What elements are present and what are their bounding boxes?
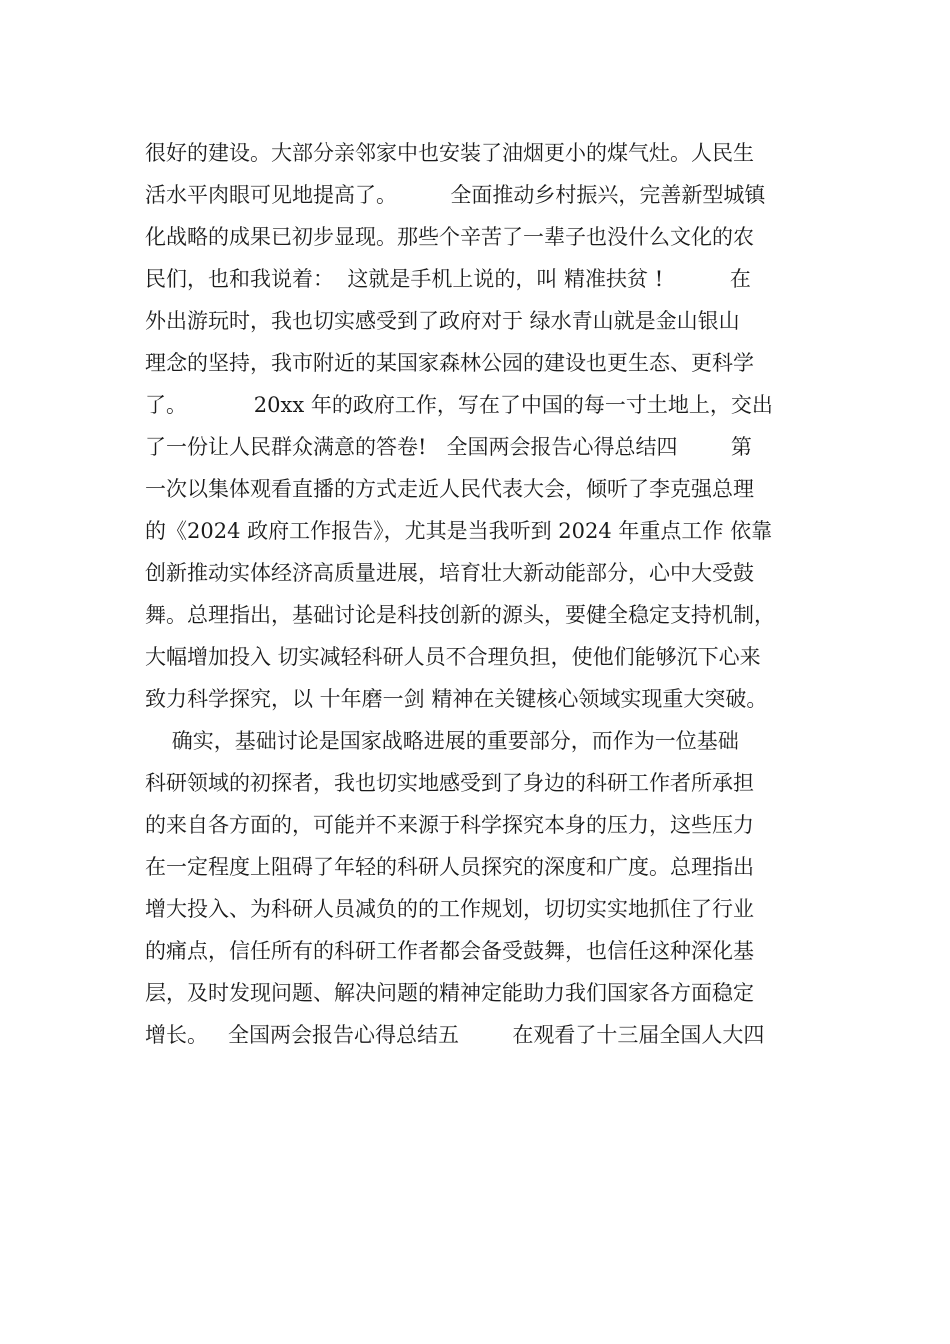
text-line: 了。 20xx 年的政府工作，写在了中国的每一寸土地上，交出 — [145, 393, 773, 417]
text-line: 增长。 全国两会报告心得总结五 在观看了十三届全国人大四 — [145, 1023, 765, 1047]
text-line: 舞。总理指出，基础讨论是科技创新的源头，要健全稳定支持机制， — [145, 603, 775, 627]
text-line: 的痛点，信任所有的科研工作者都会备受鼓舞，也信任这种深化基 — [145, 939, 754, 963]
text-line: 增大投入、为科研人员减负的的工作规划，切切实实地抓住了行业 — [145, 897, 754, 921]
text-line: 一次以集体观看直播的方式走近人民代表大会，倾听了李克强总理 — [145, 477, 754, 501]
text-line: 科研领域的初探者，我也切实地感受到了身边的科研工作者所承担 — [145, 771, 754, 795]
text-line: 民们，也和我说着： 这就是手机上说的，叫 精准扶贫 ! 在 — [145, 267, 751, 291]
text-line: 确实，基础讨论是国家战略进展的重要部分，而作为一位基础 — [145, 729, 739, 753]
text-line: 理念的坚持，我市附近的某国家森林公园的建设也更生态、更科学 — [145, 351, 754, 375]
text-line: 了一份让人民群众满意的答卷! 全国两会报告心得总结四 第 — [145, 435, 752, 459]
text-line: 外出游玩时，我也切实感受到了政府对于 绿水青山就是金山银山 — [145, 309, 740, 333]
text-line: 大幅增加投入 切实减轻科研人员不合理负担，使他们能够沉下心来 — [145, 645, 761, 669]
text-line: 化战略的成果已初步显现。那些个辛苦了一辈子也没什么文化的农 — [145, 225, 754, 249]
text-line: 致力科学探究，以 十年磨一剑 精神在关键核心领域实现重大突破。 — [145, 687, 768, 711]
text-line: 的《2024 政府工作报告》，尤其是当我听到 2024 年重点工作 依靠 — [145, 519, 773, 543]
text-line: 层，及时发现问题、解决问题的精神定能助力我们国家各方面稳定 — [145, 981, 754, 1005]
text-line: 的来自各方面的，可能并不来源于科学探究本身的压力，这些压力 — [145, 813, 754, 837]
text-line: 在一定程度上阻碍了年轻的科研人员探究的深度和广度。总理指出 — [145, 855, 754, 879]
text-line: 活水平肉眼可见地提高了。 全面推动乡村振兴，完善新型城镇 — [145, 183, 766, 207]
text-line: 很好的建设。大部分亲邻家中也安装了油烟更小的煤气灶。人民生 — [145, 141, 754, 165]
text-line: 创新推动实体经济高质量进展，培育壮大新动能部分，心中大受鼓 — [145, 561, 754, 585]
body-text — [145, 132, 825, 1056]
